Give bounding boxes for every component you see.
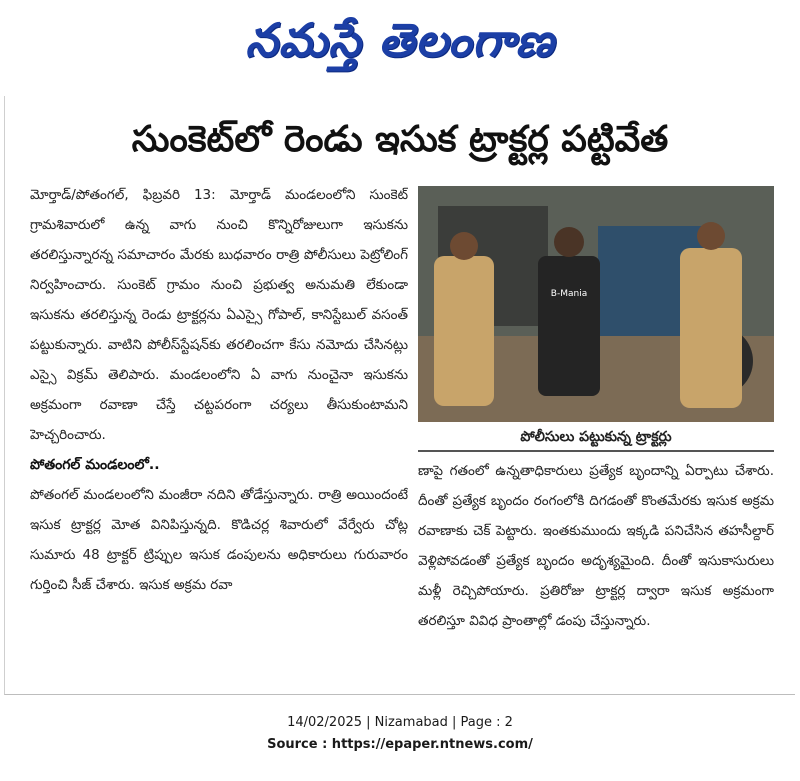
article-column-right <box>418 456 774 686</box>
article-paragraph: ణాపై గతంలో ఉన్నతాధికారులు ప్రత్యేక బృందాన్ని ఏర్పాటు చేశారు. దీంతో ప్రత్యేక బృందం రంగంలోకి దిగడంతో కొంతమేరకు ఇసుక అక్రమ రవాణాకు చెక్‌ పెట్టారు. ఇంతకుముందు ఇక్కడి పనిచేసిన తహసీల్దార్‌ వెళ్లిపోవడంతో ప్రత్యేక బృందం అదృశ్యమైంది. దీంతో ఇసుకాసురులు మళ్లీ రెచ్చిపోయారు. ప్రతిరోజు ట్రాక్టర్ల ద్వారా ఇసుక అక్రమంగా తరలిస్తూ వివిధ ప్రాంతాల్లో డంపు చేస్తున్నారు. <box>418 463 774 629</box>
police-officer-right <box>680 248 742 408</box>
article-column-left <box>30 180 408 686</box>
newspaper-logo: నమస్తే తెలంగాణ <box>245 13 555 67</box>
shirt-text: B-Mania <box>550 289 588 299</box>
masthead <box>0 0 800 92</box>
article-paragraph: మోర్తాడ్‌/పోతంగల్‌, ఫిబ్రవరి 13: మోర్తాడ్‌ మండలంలోని సుంకెట్‌ గ్రామశివారులో ఉన్న వాగు నుంచి కొన్నిరోజులుగా ఇసుకను తరలిస్తున్నారన్న సమాచారం మేరకు బుధవారం రాత్రి పోలీసులు పెట్రోలింగ్‌ నిర్వహించారు. సుంకెట్‌ గ్రామం నుంచి ప్రభుత్వ అనుమతి లేకుండా ఇసుకను తరలిస్తున్న రెండు ట్రాక్టర్లను ఏఎస్సై గోపాల్‌, కానిస్టేబుల్‌ వసంత్‌ పట్టుకున్నారు. వాటిని పోలీస్‌స్టేషన్‌కు తరలించగా కేసు నమోదు చేసినట్లు ఎస్సై విక్రమ్‌ తెలిపారు. మండలంలోని ఏ వాగు నుంచైనా ఇసుకను అక్రమంగా రవాణా చేస్తే చట్టపరంగా చర్యలు తీసుకుంటామని హెచ్చరించారు. <box>30 187 408 443</box>
officer-head-right <box>697 222 725 250</box>
article-paragraph: పోతంగల్‌ మండలంలోని మంజీరా నదిని తోడేస్తున్నారు. రాత్రి అయిందంటే ఇసుక ట్రాక్టర్ల మోత వినిపిస్తున్నది. కొడిచర్ల శివారులో వేర్వేరు చోట్ల సుమారు 48 ట్రాక్టర్‌ ట్రిప్పుల ఇసుక డంపులను అధికారులు గురువారం గుర్తించి సీజ్‌ చేశారు. ఇసుక అక్రమ రవా <box>30 487 408 593</box>
suspect-figure <box>538 256 600 396</box>
footer-meta: 14/02/2025 | Nizamabad | Page : 2 <box>287 715 513 730</box>
news-photo <box>418 186 774 422</box>
footer-source: Source : https://epaper.ntnews.com/ <box>267 737 533 752</box>
photo-caption: పోలీసులు పట్టుకున్న ట్రాక్టర్లు <box>418 424 774 452</box>
suspect-head <box>554 227 584 257</box>
footer <box>0 712 800 756</box>
police-officer-left <box>434 256 494 406</box>
article-headline: సుంకెట్‌లో రెండు ఇసుక ట్రాక్టర్ల పట్టివేత <box>131 119 669 160</box>
article-subhead: పోతంగల్‌ మండలంలో.. <box>30 457 160 473</box>
officer-head-left <box>450 232 478 260</box>
